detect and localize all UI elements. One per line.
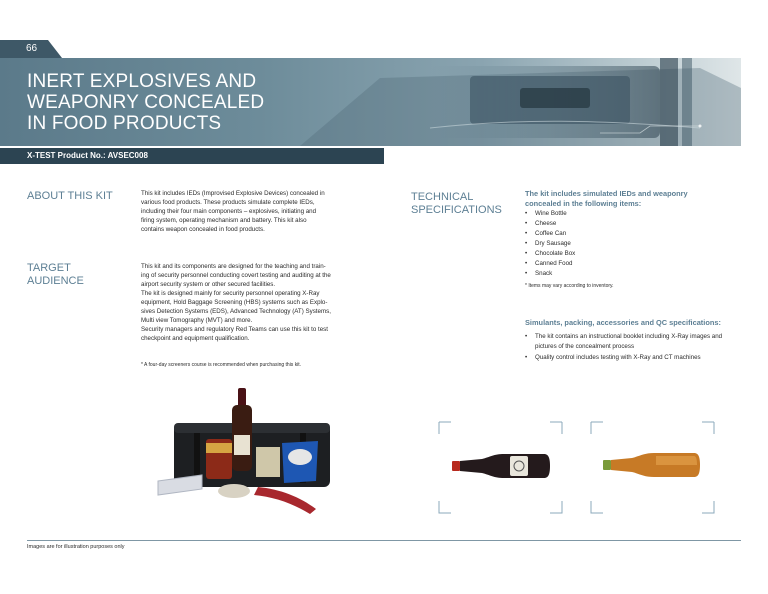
footer-divider xyxy=(27,540,741,541)
target-heading-line: AUDIENCE xyxy=(27,275,84,287)
wine-bottle-image xyxy=(438,421,563,514)
about-heading xyxy=(27,190,113,203)
about-heading-text: ABOUT THIS KIT xyxy=(27,190,113,202)
target-line: Multi view Tomography (MVT) and more. xyxy=(141,317,253,324)
product-number-bar xyxy=(0,148,384,164)
target-line: Security managers and regulatory Red Teams can use this kit to test xyxy=(141,326,328,333)
list-item: • Dry Sausage xyxy=(525,239,575,249)
list-item: • The kit contains an instructional booklet including X-Ray images and pictures of the concealment process xyxy=(525,332,740,351)
target-line: The kit is designed mainly for security personnel operating X-Ray xyxy=(141,290,320,297)
target-line: checkpoint and equipment qualification. xyxy=(141,335,250,342)
target-line: This kit and its components are designed for the teaching and train- xyxy=(141,263,326,270)
target-line: sives Detection Systems (EDS), Advanced Technology (AT) Systems, xyxy=(141,308,331,315)
kit-items-title-line: The kit includes simulated IEDs and weaponry xyxy=(525,189,688,198)
list-item: • Chocolate Box xyxy=(525,249,575,259)
kit-case-image xyxy=(150,385,335,515)
target-heading xyxy=(27,262,84,288)
list-item: • Wine Bottle xyxy=(525,209,575,219)
target-text xyxy=(141,262,371,343)
target-heading-line: TARGET xyxy=(27,262,71,274)
list-item: • Cheese xyxy=(525,219,575,229)
technical-heading-line: SPECIFICATIONS xyxy=(411,204,502,216)
simulants-title: Simulants, packing, accessories and QC specifications: xyxy=(525,318,721,327)
kit-items-title-line: concealed in the following items: xyxy=(525,198,642,208)
target-line: ing of security personnel conducting covert testing and auditing at the xyxy=(141,272,331,279)
product-number: X-TEST Product No.: AVSEC008 xyxy=(27,151,148,160)
page-title-line: WEAPONRY CONCEALED xyxy=(27,92,265,113)
about-text xyxy=(141,189,371,234)
page-title-line: IN FOOD PRODUCTS xyxy=(27,113,222,134)
course-note: * A four-day screeners course is recommended when purchasing this kit. xyxy=(141,362,302,368)
target-line: airport security system or other secured facilities. xyxy=(141,281,276,288)
list-item: • Coffee Can xyxy=(525,229,575,239)
page-title xyxy=(27,71,264,134)
about-line: contains weapon concealed in food products. xyxy=(141,226,265,233)
about-line: firing system, operating mechanism and battery. This kit also xyxy=(141,217,307,224)
simulants-list xyxy=(525,332,740,365)
amber-bottle-image xyxy=(590,421,715,514)
page-number: 66 xyxy=(26,43,38,54)
list-item: • Quality control includes testing with X-Ray and CT machines xyxy=(525,353,740,363)
kit-items-title xyxy=(525,189,725,208)
title-banner xyxy=(0,58,741,146)
kit-items-list xyxy=(525,209,575,279)
list-item: • Snack xyxy=(525,269,575,279)
items-note: * Items may vary according to inventory. xyxy=(525,283,614,289)
target-line: equipment, Hold Baggage Screening (HBS) systems such as Explo- xyxy=(141,299,328,306)
page-title-line: INERT EXPLOSIVES AND xyxy=(27,71,257,92)
about-line: including their four main components – explosives, initiating and xyxy=(141,208,317,215)
technical-heading xyxy=(411,191,502,217)
about-line: various food products. These products simulate complete IEDs, xyxy=(141,199,315,206)
about-line: This kit includes IEDs (Improvised Explosive Devices) concealed in xyxy=(141,190,325,197)
list-item: • Canned Food xyxy=(525,259,575,269)
footer-disclaimer: Images are for illustration purposes only xyxy=(27,544,125,550)
technical-heading-line: TECHNICAL xyxy=(411,191,474,203)
